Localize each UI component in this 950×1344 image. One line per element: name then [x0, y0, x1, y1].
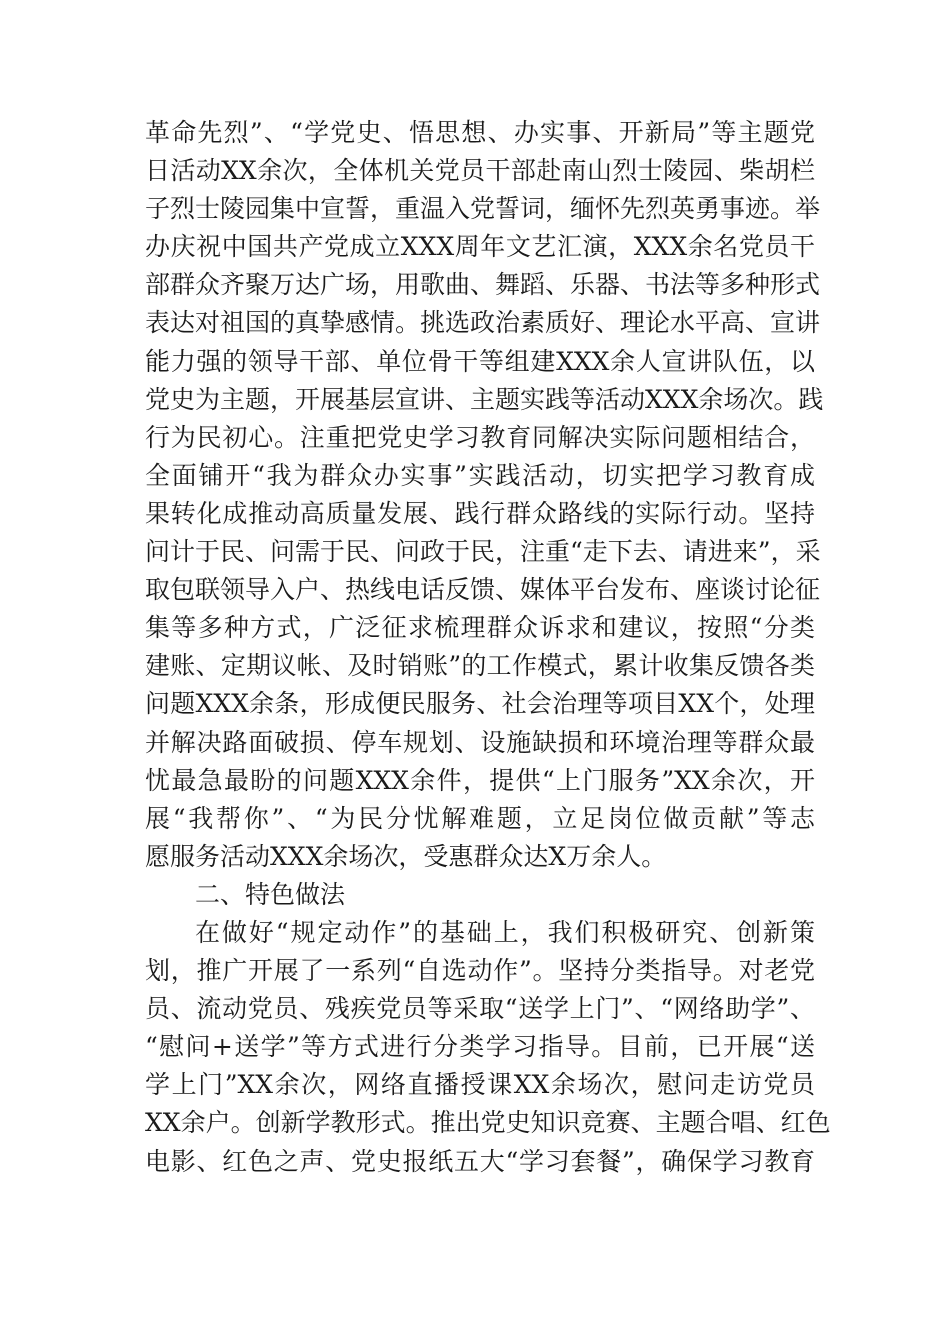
text-line: 取包联领导入户、热线电话反馈、媒体平台发布、座谈讨论征 [145, 575, 821, 605]
text-line: 行为民初心。注重把党史学习教育同解决实际问题相结合， [145, 422, 815, 452]
text-line: 日活动XX余次，全体机关党员干部赴南山烈士陵园、柴胡栏 [145, 156, 815, 186]
text-line: 愿服务活动XXX余场次，受惠群众达X万余人。 [145, 841, 667, 871]
text-line: 问题XXX余条，形成便民服务、社会治理等项目XX个，处理 [145, 689, 815, 719]
text-line: 并解决路面破损、停车规划、设施缺损和环境治理等群众最 [145, 727, 815, 757]
paragraph-2 [145, 914, 831, 1181]
document-body [145, 114, 831, 1181]
text-line: 建账、定期议帐、及时销账”的工作模式，累计收集反馈各类 [145, 651, 815, 681]
text-line: 果转化成推动高质量发展、践行群众路线的实际行动。坚持 [145, 498, 815, 528]
text-line: 部群众齐聚万达广场，用歌曲、舞蹈、乐器、书法等多种形式 [145, 270, 821, 300]
text-line: 集等多种方式，广泛征求梳理群众诉求和建议，按照“分类 [145, 613, 815, 643]
text-line: 在做好“规定动作”的基础上，我们积极研究、创新策 [195, 917, 815, 947]
section-heading: 二、特色做法 [195, 879, 346, 909]
text-line: 电影、红色之声、党史报纸五大“学习套餐”，确保学习教育 [145, 1146, 815, 1176]
text-line: 展“我帮你”、“为民分忧解难题，立足岗位做贡献”等志 [145, 803, 815, 833]
text-line: XX余户。创新学教形式。推出党史知识竞赛、主题合唱、红色 [145, 1108, 831, 1138]
text-line: 革命先烈”、“学党史、悟思想、办实事、开新局”等主题党 [145, 118, 815, 147]
text-line: 表达对祖国的真挚感情。挑选政治素质好、理论水平高、宣讲 [145, 308, 821, 338]
text-line: 划，推广开展了一系列“自选动作”。坚持分类指导。对老党 [145, 956, 815, 986]
text-line: 子烈士陵园集中宣誓，重温入党誓词，缅怀先烈英勇事迹。举 [145, 194, 821, 224]
text-line: 问计于民、问需于民、问政于民，注重“走下去、请进来”，采 [145, 537, 821, 567]
text-line: 员、流动党员、残疾党员等采取“送学上门”、“网络助学”、 [145, 994, 815, 1024]
text-line: 忧最急最盼的问题XXX余件，提供“上门服务”XX余次，开 [145, 765, 815, 795]
text-line: 能力强的领导干部、单位骨干等组建XXX余人宣讲队伍，以 [145, 346, 815, 376]
text-line: 全面铺开“我为群众办实事”实践活动，切实把学习教育成 [145, 460, 815, 490]
paragraph-1 [145, 114, 824, 876]
text-line: “慰问+送学”等方式进行分类学习指导。目前，已开展“送 [145, 1032, 815, 1062]
text-line: 学上门”XX余次，网络直播授课XX余场次，慰问走访党员 [145, 1070, 815, 1100]
text-line: 党史为主题，开展基层宣讲、主题实践等活动XXX余场次。践 [145, 384, 824, 414]
text-line: 办庆祝中国共产党成立XXX周年文艺汇演，XXX余名党员干 [145, 232, 815, 262]
